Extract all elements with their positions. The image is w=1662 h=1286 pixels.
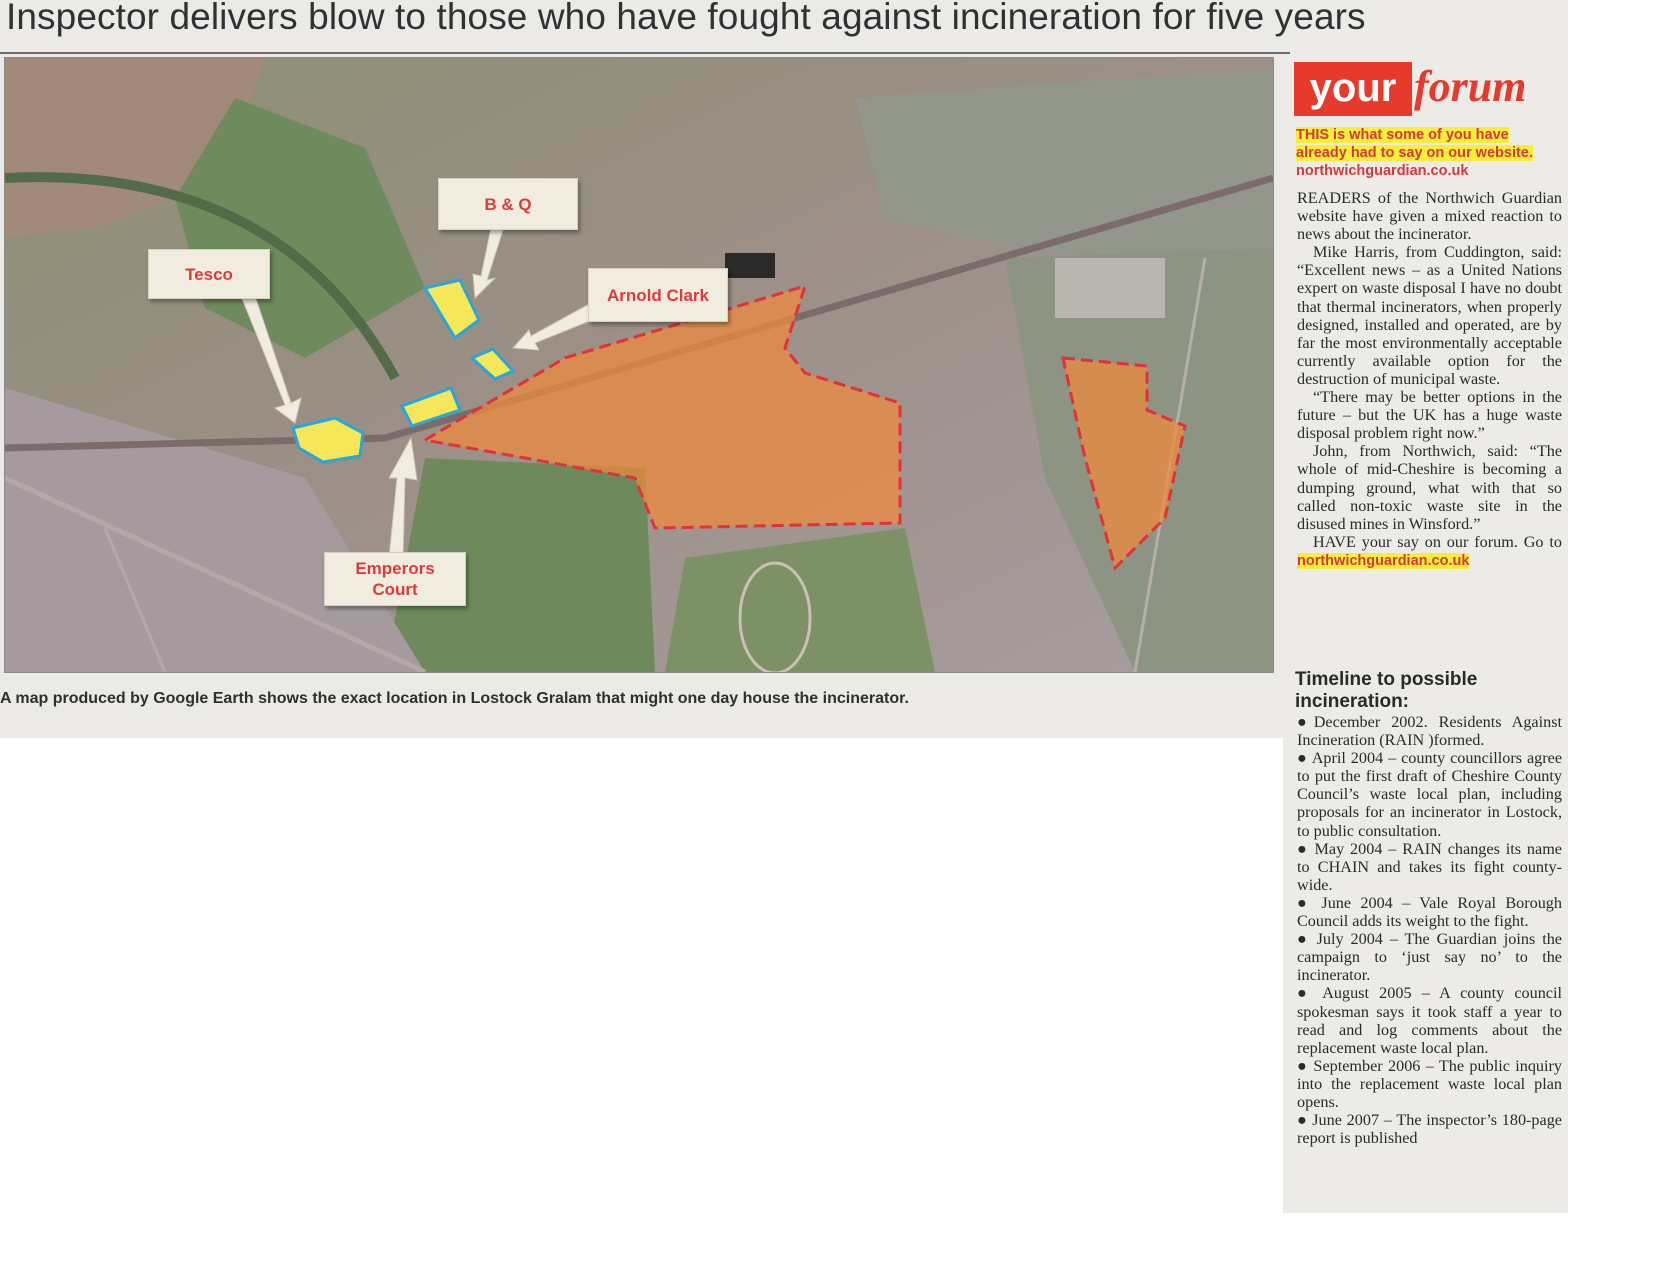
- timeline-item: ● April 2004 – county councillors agree to put the first draft of Cheshire County Council’s waste local plan, including proposals for an incinerator in Lostock, to public consultation.: [1297, 749, 1562, 840]
- headline: Inspector delivers blow to those who have fought against incineration for five years: [6, 0, 1366, 37]
- map-label-bq-text: B & Q: [484, 194, 532, 214]
- map-caption: A map produced by Google Earth shows the exact location in Lostock Gralam that might one day house the incinerator.: [0, 690, 909, 707]
- your-forum-logo: [1294, 58, 1542, 118]
- timeline-item: ● June 2004 – Vale Royal Borough Council adds its weight to the fight.: [1297, 893, 1562, 931]
- timeline-item: ● May 2004 – RAIN changes its name to CHAIN and takes its fight county-wide.: [1297, 839, 1562, 894]
- map-graphic: [5, 58, 1273, 672]
- timeline-list: [1297, 713, 1562, 1147]
- timeline-item: ●December 2002. Residents Against Incineration (RAIN )formed.: [1297, 713, 1562, 750]
- forum-para-5-lead: HAVE your say on our forum. Go to: [1313, 532, 1562, 551]
- map-label-emperors-line1: Emperors: [355, 559, 435, 578]
- logo-your: your: [1294, 62, 1412, 116]
- timeline-item: ● July 2004 – The Guardian joins the campaign to ‘just say no’ to the incinerator.: [1297, 930, 1562, 985]
- map-label-emperors-line2: Court: [372, 580, 418, 599]
- headline-rule: [0, 52, 1290, 54]
- logo-forum: forum: [1414, 62, 1527, 111]
- timeline-item: ● August 2005 – A county council spokesman says it took staff a year to read and log comments about the replacement waste local plan.: [1297, 984, 1562, 1057]
- forum-para-3: “There may be better options in the future – but the UK has a huge waste disposal problem right now.”: [1297, 388, 1562, 443]
- forum-intro-url: northwichguardian.co.uk: [1296, 163, 1469, 179]
- timeline-heading: Timeline to possible incineration:: [1295, 669, 1478, 712]
- forum-article: [1297, 189, 1562, 570]
- aerial-map: [4, 57, 1274, 673]
- forum-para-2: Mike Harris, from Cuddington, said: “Excellent news – as a United Nations expert on waste disposal I have no doubt that thermal incinerators, when properly designed, installed and operated, are by far the most environmentally acceptable currently available option for the destruction of municipal waste.: [1297, 243, 1562, 388]
- map-label-arnold-clark-text: Arnold Clark: [606, 285, 710, 305]
- dark-building: [725, 253, 775, 278]
- forum-intro-text: THIS is what some of you have already had to say on our website.: [1296, 127, 1533, 161]
- forum-para-5: [1297, 533, 1562, 570]
- map-label-bq: [438, 178, 578, 230]
- large-building: [1055, 258, 1165, 318]
- map-label-tesco-text: Tesco: [185, 264, 233, 284]
- forum-para-4: John, from Northwich, said: “The whole of mid-Cheshire is becoming a dumping ground, what with that so called non-toxic waste site in the disused mines in Winsford.”: [1297, 442, 1562, 533]
- timeline-item: ● June 2007 – The inspector’s 180-page report is published: [1297, 1111, 1562, 1148]
- forum-para-1: READERS of the Northwich Guardian website have given a mixed reaction to news about the incinerator.: [1297, 189, 1562, 244]
- map-label-emperors-court: [324, 552, 466, 606]
- timeline-item: ● September 2006 – The public inquiry into the replacement waste local plan opens.: [1297, 1056, 1562, 1111]
- forum-link[interactable]: northwichguardian.co.uk: [1297, 552, 1470, 569]
- map-label-arnold-clark: [588, 268, 728, 322]
- map-label-tesco: [148, 249, 270, 299]
- forum-intro: [1296, 126, 1562, 180]
